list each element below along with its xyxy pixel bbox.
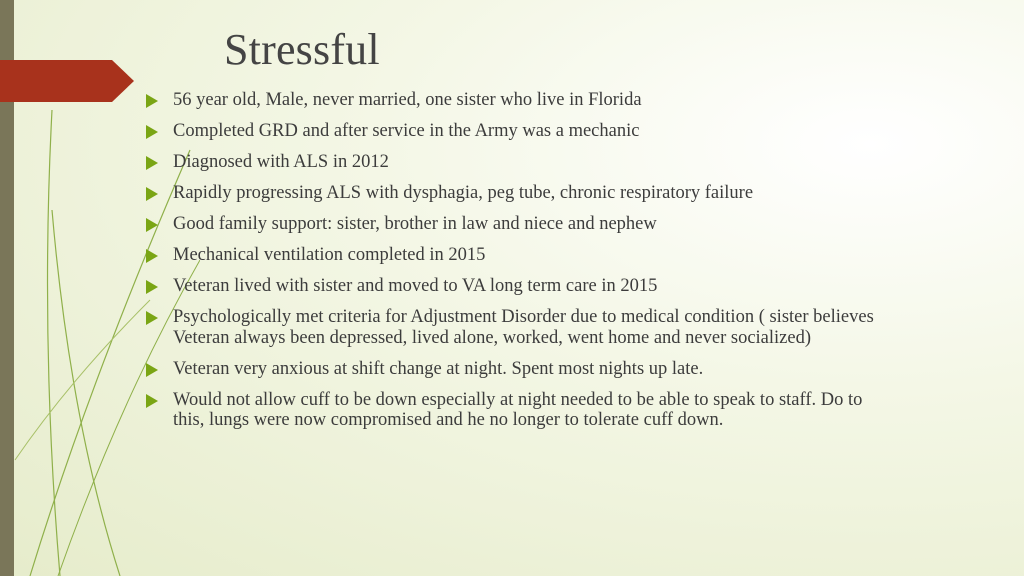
triangle-right-icon xyxy=(146,394,158,408)
bullet-text: Veteran very anxious at shift change at night. Spent most nights up late. xyxy=(173,358,704,379)
bullet-item xyxy=(146,183,886,204)
bullet-item xyxy=(146,276,886,297)
triangle-right-icon xyxy=(146,249,158,263)
bullet-text: Would not allow cuff to be down especially at night needed to be able to speak to staff. Do to this, lungs were now compromised and he no longer to tolerate cuff down. xyxy=(173,389,863,430)
bullet-text: Completed GRD and after service in the Army was a mechanic xyxy=(173,121,640,141)
triangle-right-icon xyxy=(146,94,158,108)
bullet-text: Psychologically met criteria for Adjustment Disorder due to medical condition ( sister believes Veteran always been depressed, lived alone, worked, went home and never socialized) xyxy=(173,307,874,348)
bullet-item xyxy=(146,390,886,431)
bullet-item xyxy=(146,90,886,111)
bullet-text: Veteran lived with sister and moved to VA long term care in 2015 xyxy=(173,276,658,296)
bullet-text: Rapidly progressing ALS with dysphagia, peg tube, chronic respiratory failure xyxy=(173,183,754,203)
triangle-right-icon xyxy=(146,311,158,325)
accent-tab xyxy=(0,60,134,102)
bullet-item xyxy=(146,307,886,348)
triangle-right-icon xyxy=(146,280,158,294)
bullet-text: 56 year old, Male, never married, one sister who live in Florida xyxy=(173,90,642,110)
bullet-text: Diagnosed with ALS in 2012 xyxy=(173,152,389,172)
slide-title: Stressful xyxy=(224,25,380,74)
triangle-right-icon xyxy=(146,156,158,170)
bullet-item xyxy=(146,245,886,266)
bullet-item xyxy=(146,214,886,235)
bullet-item xyxy=(146,359,886,380)
bullet-text: Good family support: sister, brother in law and niece and nephew xyxy=(173,214,657,234)
bullet-item xyxy=(146,121,886,142)
triangle-right-icon xyxy=(146,187,158,201)
bullet-list xyxy=(146,90,886,441)
triangle-right-icon xyxy=(146,125,158,139)
triangle-right-icon xyxy=(146,363,158,377)
bullet-item xyxy=(146,152,886,173)
triangle-right-icon xyxy=(146,218,158,232)
bullet-text: Mechanical ventilation completed in 2015 xyxy=(173,245,486,265)
